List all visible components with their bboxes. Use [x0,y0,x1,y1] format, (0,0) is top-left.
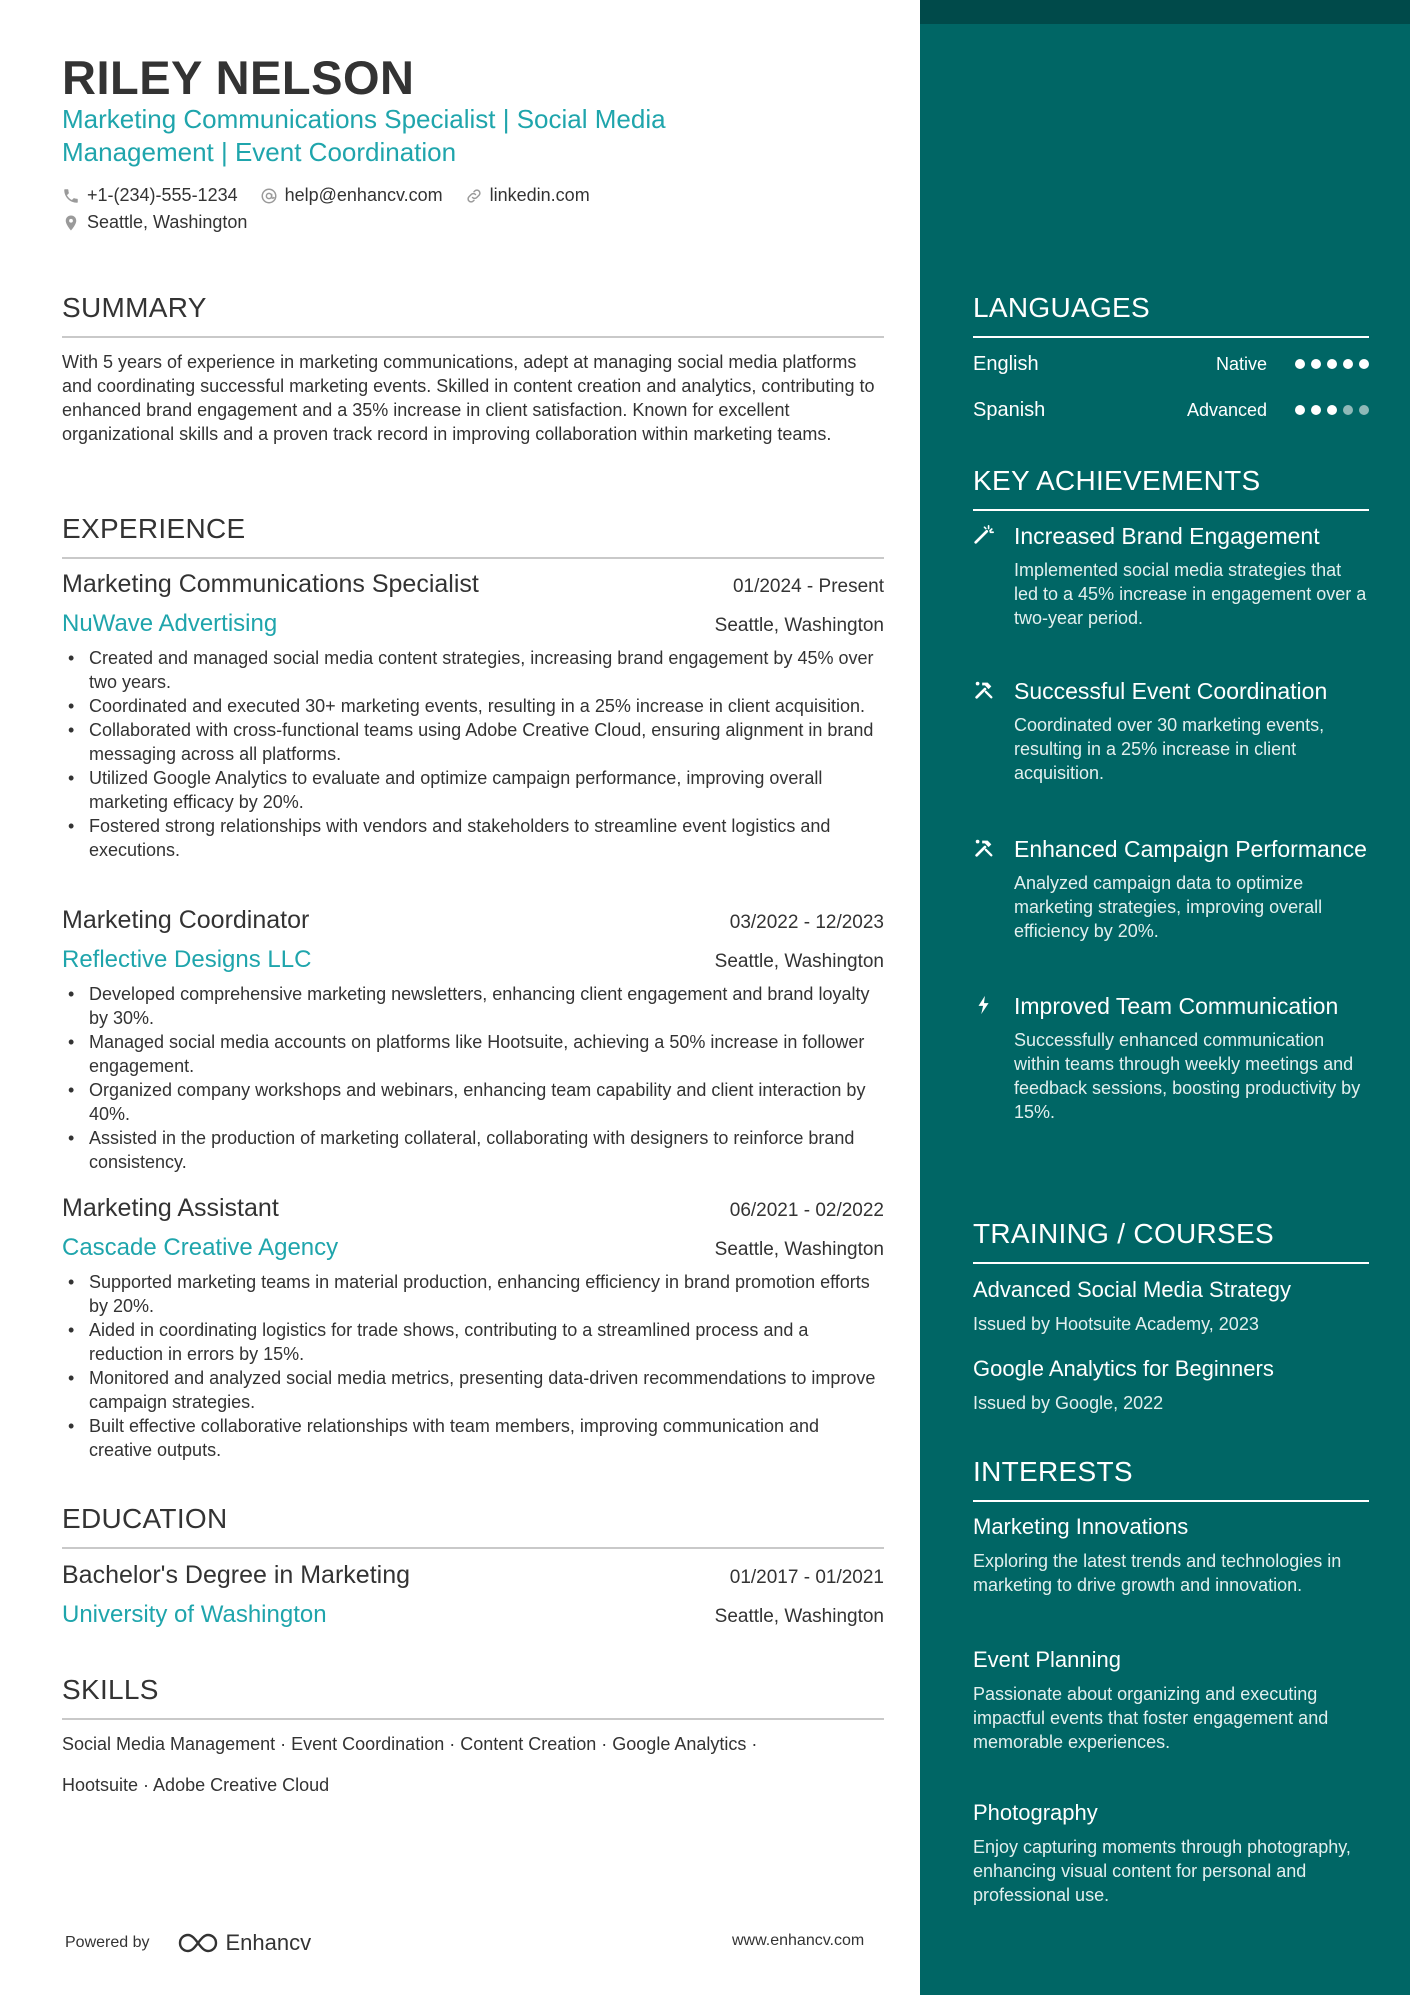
job-entry [62,1194,884,1462]
achievement-desc: Implemented social media strategies that led to a 45% increase in engagement over a two-year period. [1014,560,1367,628]
summary-heading: SUMMARY [62,292,884,338]
interest-title: Photography [973,1800,1098,1825]
skills-heading: SKILLS [62,1674,884,1720]
sidebar-top-band [920,0,1410,24]
rating-dot [1295,405,1305,415]
lightning-icon [973,994,995,1016]
degree: Bachelor's Degree in Marketing [62,1561,410,1589]
rating-dot [1311,405,1321,415]
achievement-desc: Coordinated over 30 marketing events, resulting in a 25% increase in client acquisition. [1014,715,1325,783]
interest-title: Marketing Innovations [973,1514,1189,1539]
achievement-title: Successful Event Coordination [1014,678,1328,704]
achievement-title: Enhanced Campaign Performance [1014,836,1367,862]
training-issuer: Issued by Hootsuite Academy, 2023 [973,1314,1259,1334]
interest-desc: Passionate about organizing and executing impactful events that foster engagement and memorable experiences. [973,1684,1329,1752]
location-row [62,212,269,233]
languages-heading: LANGUAGES [973,292,1369,338]
summary-text: With 5 years of experience in marketing communications, adept at managing social media platforms and coordinating successful marketing events. Skilled in content creation and analytics, contributing to enhanced brand engagement and a 35% increase in client satisfaction. Known for excellent organizational skills and a proven track record in improving collaboration within marketing teams. [62,352,875,444]
job-role: Marketing Coordinator [62,906,310,934]
job-company: NuWave Advertising [62,610,278,637]
job-role: Marketing Assistant [62,1194,279,1222]
language-row [973,348,1369,380]
job-location: Seattle, Washington [714,1239,884,1260]
training-issuer: Issued by Google, 2022 [973,1393,1164,1413]
job-dates: 03/2022 - 12/2023 [729,912,884,933]
achievement-desc: Analyzed campaign data to optimize marketing strategies, improving overall efficiency by 20%. [1014,873,1323,941]
bullet-item: • Managed social media accounts on platforms like Hootsuite, achieving a 50% increase in follower engagement. [62,1030,884,1078]
powered-by [65,1930,311,1956]
rating-dot [1359,405,1369,415]
bullet-item: • Aided in coordinating logistics for trade shows, contributing to a streamlined process and a reduction in errors by 15%. [62,1318,884,1366]
rating-dot [1343,405,1353,415]
school: University of Washington [62,1601,327,1628]
bullet-item: • Monitored and analyzed social media metrics, presenting data-driven recommendations to improve campaign strategies. [62,1366,884,1414]
linkedin-item[interactable] [465,185,590,206]
interest-title: Event Planning [973,1647,1121,1672]
linkedin-link[interactable]: linkedin.com [489,185,590,205]
training-title: Advanced Social Media Strategy [973,1277,1291,1302]
bullet-item: • Supported marketing teams in material production, enhancing efficiency in brand promotion efforts by 20%. [62,1270,884,1318]
interest-item [973,1513,1369,1597]
candidate-name: RILEY NELSON [62,51,415,104]
achievement-item [973,522,1369,630]
phone-item [62,185,238,206]
training-item [973,1276,1369,1336]
link-icon [465,187,483,205]
training-item [973,1355,1369,1415]
language-level: Native [1215,353,1267,374]
email-item[interactable] [260,185,443,206]
interest-item [973,1799,1369,1907]
experience-section [62,513,884,559]
sidebar [920,0,1410,1995]
achievements-section [973,465,1369,511]
training-section [973,1218,1369,1264]
location-text: Seattle, Washington [87,212,248,232]
job-dates: 06/2021 - 02/2022 [729,1200,884,1221]
education-dates: 01/2017 - 01/2021 [729,1567,884,1588]
language-row [973,394,1369,426]
phone-number: +1-(234)-555-1234 [87,185,238,205]
job-company: Cascade Creative Agency [62,1234,339,1261]
bullet-item: • Developed comprehensive marketing newsletters, enhancing client engagement and brand loyalty by 30%. [62,982,884,1030]
hammer-tools-icon [973,679,995,701]
bullet-item: • Utilized Google Analytics to evaluate and optimize campaign performance, improving overall marketing efficacy by 20%. [62,766,884,814]
achievement-title: Increased Brand Engagement [1014,523,1320,549]
at-icon [260,187,278,205]
phone-icon [62,187,80,205]
achievement-desc: Successfully enhanced communication within teams through weekly meetings and feedback sessions, boosting productivity by 15%. [1014,1030,1361,1122]
achievements-heading: KEY ACHIEVEMENTS [973,465,1369,511]
bullet-item: • Collaborated with cross-functional teams using Adobe Creative Cloud, ensuring alignment in brand messaging across all platforms. [62,718,884,766]
languages-section [973,292,1369,426]
interests-section [973,1456,1369,1502]
job-location: Seattle, Washington [714,951,884,972]
job-role: Marketing Communications Specialist [62,570,479,598]
achievement-title: Improved Team Communication [1014,993,1339,1019]
skills-line: Social Media Management · Event Coordination · Content Creation · Google Analytics · [62,1734,758,1754]
bullet-item: • Fostered strong relationships with vendors and stakeholders to streamline event logistics and executions. [62,814,884,862]
bullet-item: • Created and managed social media content strategies, increasing brand engagement by 45% over two years. [62,646,884,694]
interest-desc: Enjoy capturing moments through photography, enhancing visual content for personal and professional use. [973,1837,1351,1905]
job-bullets [62,1270,884,1462]
job-company: Reflective Designs LLC [62,946,312,973]
rating-dot [1311,359,1321,369]
interest-desc: Exploring the latest trends and technologies in marketing to drive growth and innovation. [973,1551,1342,1595]
rating-dot [1343,359,1353,369]
enhancv-logo-icon [176,1931,224,1955]
rating-dot [1327,405,1337,415]
language-name: Spanish [973,398,1046,421]
job-bullets [62,982,884,1174]
skills-line: Hootsuite · Adobe Creative Cloud [62,1775,330,1795]
rating-dot [1295,359,1305,369]
contact-row [62,185,612,206]
experience-heading: EXPERIENCE [62,513,884,559]
language-name: English [973,352,1039,375]
language-level: Advanced [1186,399,1267,420]
email-link[interactable]: help@enhancv.com [284,185,443,205]
achievement-item [973,992,1369,1124]
education-heading: EDUCATION [62,1503,884,1549]
language-rating [1289,405,1369,415]
powered-by-label: Powered by [65,1934,150,1951]
bullet-item: • Coordinated and executed 30+ marketing events, resulting in a 25% increase in client acquisition. [62,694,884,718]
job-entry [62,570,884,862]
rating-dot [1359,359,1369,369]
summary-section [62,292,884,446]
achievement-item [973,677,1369,785]
language-rating [1289,359,1369,369]
training-title: Google Analytics for Beginners [973,1356,1274,1381]
skills-section [62,1674,884,1806]
bullet-item: • Assisted in the production of marketing collateral, collaborating with designers to reinforce brand consistency. [62,1126,884,1174]
magic-wand-icon [973,524,995,546]
footer-url[interactable]: www.enhancv.com [732,1932,865,1949]
school-location: Seattle, Washington [714,1606,884,1627]
job-bullets [62,646,884,862]
job-entry [62,906,884,1174]
bullet-item: • Built effective collaborative relationships with team members, improving communication and creative outputs. [62,1414,884,1462]
location-pin-icon [62,213,80,233]
training-heading: TRAINING / COURSES [973,1218,1369,1264]
hammer-tools-icon [973,837,995,859]
enhancv-brand: Enhancv [225,1930,312,1955]
interest-item [973,1646,1369,1754]
candidate-title: Marketing Communications Specialist | Social Media Management | Event Coordination [62,104,666,167]
achievement-item [973,835,1369,943]
interests-heading: INTERESTS [973,1456,1369,1502]
education-entry [62,1561,884,1629]
location-item [62,212,247,233]
bullet-item: • Organized company workshops and webinars, enhancing team capability and client interaction by 40%. [62,1078,884,1126]
education-section [62,1503,884,1549]
rating-dot [1327,359,1337,369]
job-dates: 01/2024 - Present [732,576,884,597]
job-location: Seattle, Washington [714,615,884,636]
